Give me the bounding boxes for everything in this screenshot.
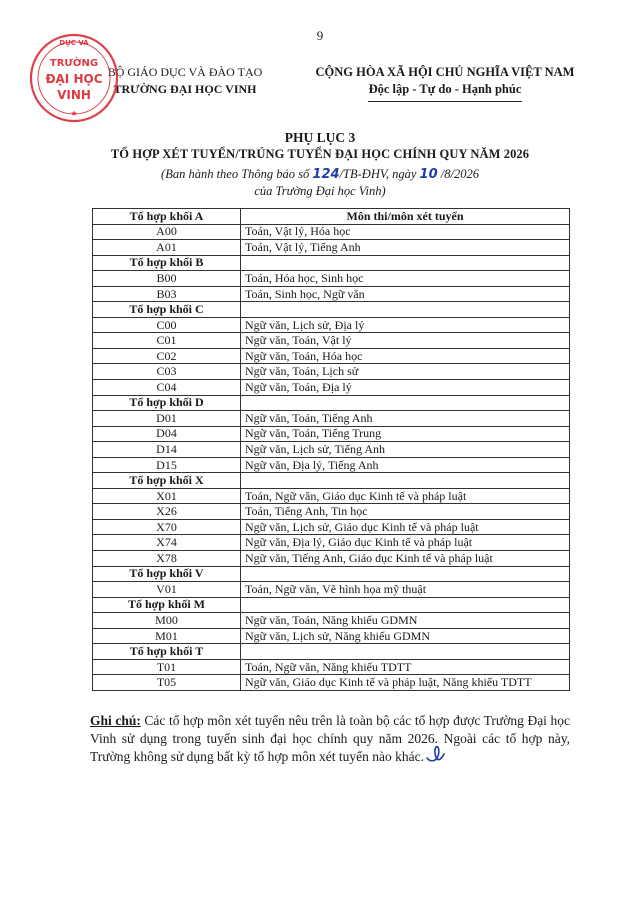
table-row — [93, 582, 570, 598]
table-row — [93, 240, 570, 256]
table-row — [93, 380, 570, 396]
group-row — [93, 566, 570, 582]
table-row — [93, 488, 570, 504]
combination-code: C01 — [93, 333, 241, 349]
combination-subjects: Toán, Ngữ văn, Năng khiếu TDTT — [241, 659, 570, 675]
group-row — [93, 644, 570, 660]
combination-code: T01 — [93, 659, 241, 675]
table-row — [93, 348, 570, 364]
document-title: TỔ HỢP XÉT TUYỂN/TRÚNG TUYỂN ĐẠI HỌC CHÍNH QUY NĂM 2026 — [110, 147, 530, 161]
combination-subjects: Ngữ văn, Toán, Lịch sử — [241, 364, 570, 380]
combination-subjects: Ngữ văn, Tiếng Anh, Giáo dục Kinh tế và pháp luật — [241, 551, 570, 567]
combination-subjects: Ngữ văn, Toán, Tiếng Anh — [241, 411, 570, 427]
combination-subjects: Toán, Ngữ văn, Vẽ hình họa mỹ thuật — [241, 582, 570, 598]
group-row — [93, 395, 570, 411]
motto-underline — [368, 101, 522, 102]
university-name: TRƯỜNG ĐẠI HỌC VINH — [113, 82, 257, 96]
combination-subjects: Ngữ văn, Địa lý, Tiếng Anh — [241, 457, 570, 473]
national-motto: Độc lập - Tự do - Hạnh phúc — [368, 82, 522, 96]
table-row — [93, 519, 570, 535]
national-header — [280, 64, 610, 98]
combination-code: C03 — [93, 364, 241, 380]
combination-subjects: Ngữ văn, Lịch sử, Địa lý — [241, 317, 570, 333]
combination-subjects: Toán, Hóa học, Sinh học — [241, 271, 570, 287]
combination-code: X78 — [93, 551, 241, 567]
combination-table — [92, 208, 570, 691]
combination-code: D04 — [93, 426, 241, 442]
combination-code: V01 — [93, 582, 241, 598]
combination-subjects: Ngữ văn, Toán, Hóa học — [241, 348, 570, 364]
combination-code: C00 — [93, 317, 241, 333]
table-row — [93, 535, 570, 551]
group-label: Tổ hợp khối M — [93, 597, 241, 613]
issued-date-suffix: /8/2026 — [440, 167, 479, 181]
group-empty-cell — [241, 473, 570, 489]
table-row — [93, 675, 570, 691]
combination-subjects: Toán, Tiếng Anh, Tin học — [241, 504, 570, 520]
issued-middle: /TB-ĐHV, ngày — [339, 167, 417, 181]
appendix-title: PHỤ LỤC 3 — [284, 130, 356, 145]
university-seal-stamp — [28, 32, 120, 124]
header-group-a: Tổ hợp khối A — [93, 209, 241, 225]
group-label: Tổ hợp khối D — [93, 395, 241, 411]
issuer-header — [100, 64, 270, 98]
group-empty-cell — [241, 395, 570, 411]
combination-subjects: Ngữ văn, Toán, Năng khiếu GDMN — [241, 613, 570, 629]
combination-subjects: Ngữ văn, Toán, Địa lý — [241, 380, 570, 396]
page-number: 9 — [316, 28, 324, 43]
table-row — [93, 333, 570, 349]
republic-name: CỘNG HÒA XÃ HỘI CHỦ NGHĨA VIỆT NAM — [315, 65, 575, 79]
combination-subjects: Toán, Vật lý, Tiếng Anh — [241, 240, 570, 256]
group-row — [93, 597, 570, 613]
group-empty-cell — [241, 644, 570, 660]
ministry-name: BỘ GIÁO DỤC VÀ ĐÀO TẠO — [107, 65, 263, 79]
table-row — [93, 317, 570, 333]
issued-line2: của Trường Đại học Vinh) — [254, 184, 386, 198]
table-row — [93, 504, 570, 520]
group-empty-cell — [241, 302, 570, 318]
issued-prefix: (Ban hành theo Thông báo số — [161, 167, 310, 181]
group-empty-cell — [241, 255, 570, 271]
handwritten-number: 124 — [312, 167, 340, 182]
table-header-row — [93, 209, 570, 225]
combination-code: A00 — [93, 224, 241, 240]
handwritten-initial-mark — [424, 742, 446, 764]
footnote-label: Ghi chú: — [90, 713, 141, 728]
combination-subjects: Toán, Sinh học, Ngữ văn — [241, 286, 570, 302]
combination-subjects: Toán, Vật lý, Hóa học — [241, 224, 570, 240]
combination-code: A01 — [93, 240, 241, 256]
combination-subjects: Ngữ văn, Lịch sử, Tiếng Anh — [241, 442, 570, 458]
combination-code: D14 — [93, 442, 241, 458]
combination-code: D01 — [93, 411, 241, 427]
combination-subjects: Toán, Ngữ văn, Giáo dục Kinh tế và pháp luật — [241, 488, 570, 504]
table-row — [93, 411, 570, 427]
table-row — [93, 224, 570, 240]
group-row — [93, 473, 570, 489]
table-row — [93, 271, 570, 287]
combination-subjects: Ngữ văn, Toán, Vật lý — [241, 333, 570, 349]
stamp-mid-text: ĐẠI HỌC — [45, 72, 103, 86]
combination-subjects: Ngữ văn, Lịch sử, Năng khiếu GDMN — [241, 628, 570, 644]
issuance-note — [0, 166, 640, 200]
combination-subjects: Ngữ văn, Toán, Tiếng Trung — [241, 426, 570, 442]
table-row — [93, 286, 570, 302]
combination-code: D15 — [93, 457, 241, 473]
group-label: Tổ hợp khối X — [93, 473, 241, 489]
combination-code: M01 — [93, 628, 241, 644]
combination-code: C02 — [93, 348, 241, 364]
table-row — [93, 628, 570, 644]
table-row — [93, 551, 570, 567]
combination-code: X70 — [93, 519, 241, 535]
combination-subjects: Ngữ văn, Lịch sử, Giáo dục Kinh tế và pháp luật — [241, 519, 570, 535]
combination-code: X01 — [93, 488, 241, 504]
star-icon: ★ — [70, 109, 78, 118]
combination-subjects: Ngữ văn, Địa lý, Giáo dục Kinh tế và pháp luật — [241, 535, 570, 551]
combination-code: X74 — [93, 535, 241, 551]
table-row — [93, 457, 570, 473]
table-row — [93, 442, 570, 458]
group-label: Tổ hợp khối T — [93, 644, 241, 660]
stamp-bottom-text: VINH — [57, 88, 91, 102]
group-label: Tổ hợp khối C — [93, 302, 241, 318]
table-body — [93, 224, 570, 690]
group-empty-cell — [241, 566, 570, 582]
group-label: Tổ hợp khối B — [93, 255, 241, 271]
combination-subjects: Ngữ văn, Giáo dục Kinh tế và pháp luật, Năng khiếu TDTT — [241, 675, 570, 691]
table-row — [93, 659, 570, 675]
group-label: Tổ hợp khối V — [93, 566, 241, 582]
combination-code: X26 — [93, 504, 241, 520]
footnote — [90, 712, 570, 766]
group-empty-cell — [241, 597, 570, 613]
table-row — [93, 426, 570, 442]
combination-code: B03 — [93, 286, 241, 302]
combination-code: C04 — [93, 380, 241, 396]
group-row — [93, 302, 570, 318]
header-subjects: Môn thi/môn xét tuyển — [241, 209, 570, 225]
combination-code: T05 — [93, 675, 241, 691]
table-row — [93, 364, 570, 380]
table-row — [93, 613, 570, 629]
handwritten-day: 10 — [419, 167, 438, 182]
combination-code: M00 — [93, 613, 241, 629]
stamp-ring-text: DỤC VÀ — [59, 39, 89, 47]
stamp-top-text: TRƯỜNG — [49, 58, 99, 69]
combination-code: B00 — [93, 271, 241, 287]
group-row — [93, 255, 570, 271]
footnote-text: Các tổ hợp môn xét tuyển nêu trên là toàn bộ các tổ hợp được Trường Đại học Vinh sử dụng trong tuyển sinh đại học chính quy năm 2026. Ngoài các tổ hợp này, Trường không sử dụng bất kỳ tổ hợp môn xét tuyển nào khác. — [90, 713, 571, 764]
